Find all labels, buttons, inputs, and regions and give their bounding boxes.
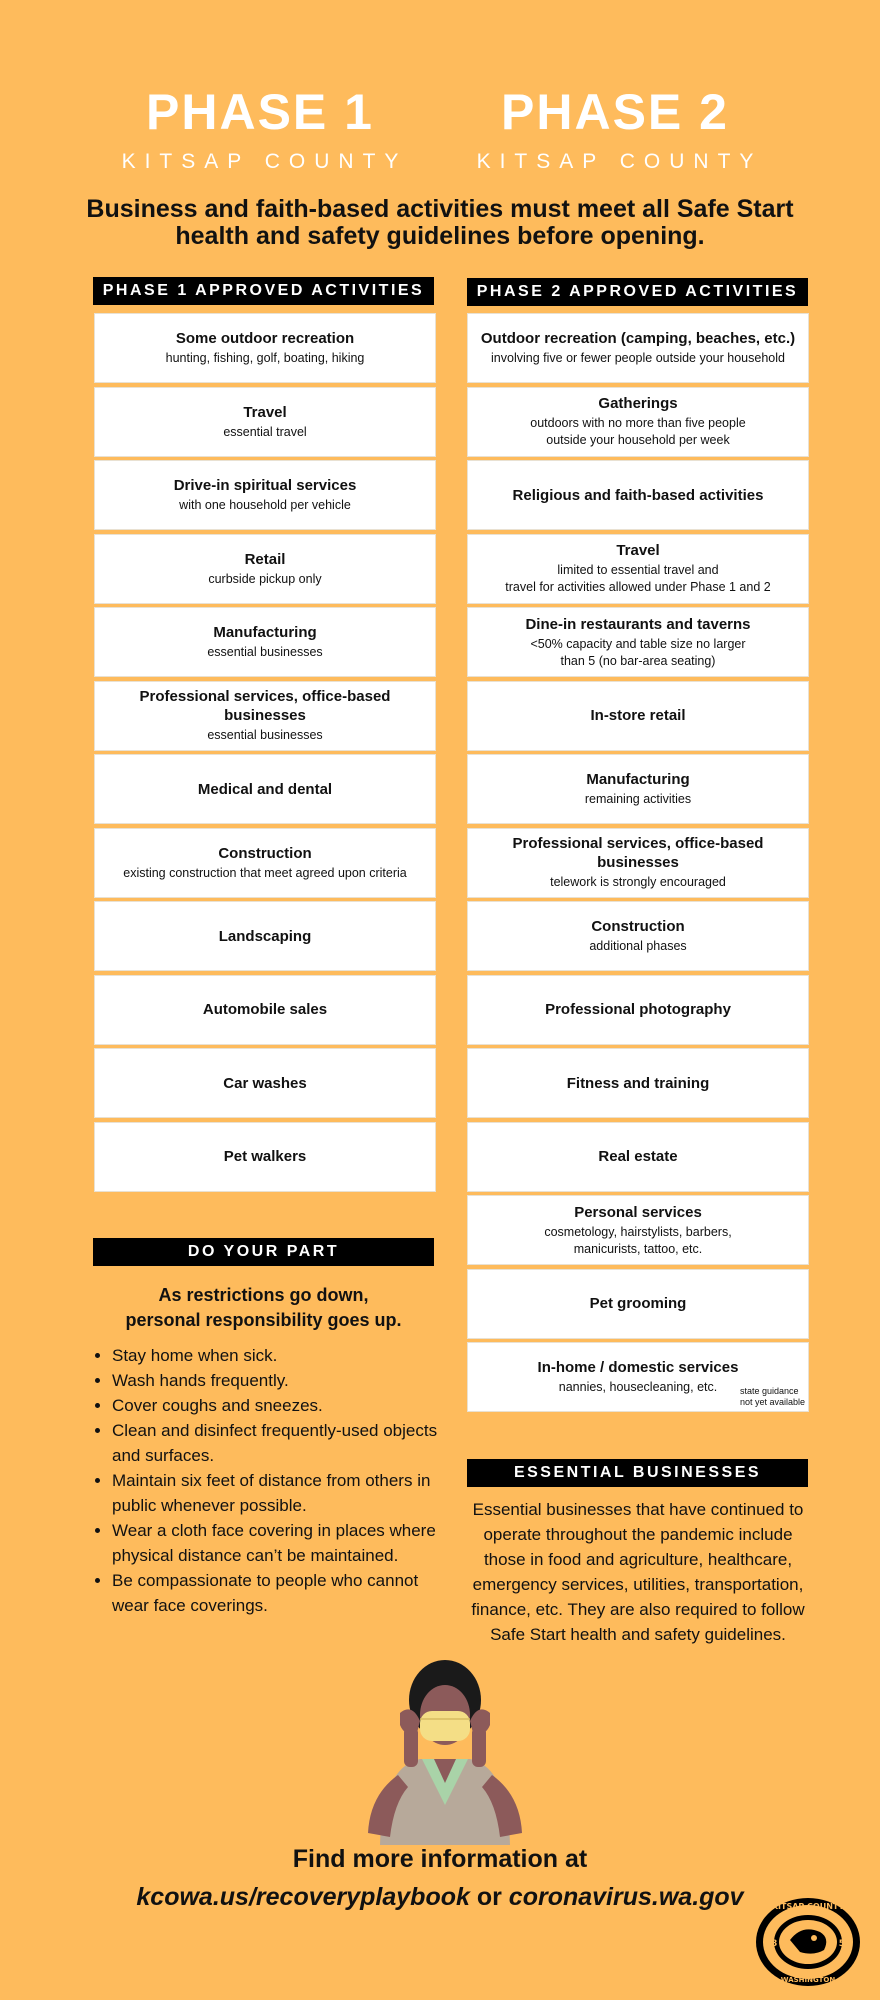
activity-card [467, 1122, 809, 1192]
activity-card [467, 1342, 809, 1412]
activity-title: Automobile sales [202, 1001, 328, 1018]
activity-title: Religious and faith-based activities [512, 486, 764, 504]
activity-card [94, 313, 436, 383]
activity-title: Personal services [574, 1203, 702, 1221]
activity-title: Travel [243, 403, 287, 421]
safe-start-guideline: Business and faith-based activities must meet all Safe Start health and safety guidelines before opening. [86, 195, 794, 250]
coronavirus-wa-link[interactable]: coronavirus.wa.gov [508, 1883, 744, 1911]
activity-card [94, 1122, 436, 1192]
list-item: • Wash hands frequently. [112, 1368, 457, 1393]
activity-title: Construction [218, 844, 312, 862]
activity-title: Outdoor recreation (camping, beaches, etc.) [480, 330, 796, 347]
activity-title: Construction [591, 918, 685, 935]
activity-title: Dine-in restaurants and taverns [525, 615, 751, 633]
do-your-part-intro: As restrictions go down, personal responsibility goes up. [125, 1285, 402, 1330]
activity-title: Manufacturing [586, 771, 690, 788]
kitsap-county-seal-logo [754, 1896, 862, 1988]
seal-left-text: 18 [764, 1939, 778, 1949]
activity-title: Pet walkers [223, 1148, 307, 1165]
activity-detail: outdoors with no more than five people outside your household per week [530, 416, 746, 447]
more-info-links [90, 1878, 790, 1916]
list-item: • Clean and disinfect frequently-used objects and surfaces. [112, 1418, 457, 1468]
phase2-title: PHASE 2 [501, 84, 729, 140]
activity-card [94, 607, 436, 677]
activity-card [94, 975, 436, 1045]
list-item: • Maintain six feet of distance from others in public whenever possible. [112, 1468, 457, 1518]
activity-title: Real estate [598, 1148, 678, 1165]
seal-right-text: 57 [838, 1939, 852, 1949]
activity-title: Car washes [223, 1074, 307, 1092]
phase1-heading [110, 80, 410, 174]
activity-title: Gatherings [598, 395, 678, 412]
phase1-activities-header: PHASE 1 APPROVED ACTIVITIES [93, 277, 434, 305]
activity-detail: additional phases [589, 939, 687, 953]
activity-card [94, 681, 436, 751]
phase2-county: KITSAP COUNTY [476, 150, 763, 173]
activity-title: In-home / domestic services [537, 1359, 739, 1376]
activity-card [94, 460, 436, 530]
or-text: or [469, 1883, 509, 1911]
list-item: • Be compassionate to people who cannot wear face coverings. [112, 1568, 457, 1618]
activity-detail: existing construction that meet agreed upon criteria [123, 865, 407, 880]
list-item: • Stay home when sick. [112, 1343, 457, 1368]
activity-card [467, 901, 809, 971]
essential-businesses-header: ESSENTIAL BUSINESSES [467, 1459, 808, 1487]
more-info [90, 1840, 790, 1916]
activity-card [467, 754, 809, 824]
activity-title: Retail [244, 550, 286, 568]
state-guidance-note: state guidance not yet available [739, 1386, 805, 1407]
essential-businesses-text: Essential businesses that have continued to operate throughout the pandemic include those in food and agriculture, healthcare, emergency services, utilities, transportation, finance, etc. They are also required to follow Safe Start health and safety guidelines. [471, 1500, 805, 1644]
activity-title: Professional services, office-based businesses [512, 835, 764, 871]
activity-title: Drive-in spiritual services [173, 477, 357, 494]
activity-detail: hunting, fishing, golf, boating, hiking [165, 351, 365, 365]
activity-detail: essential businesses [207, 728, 323, 742]
activity-card [467, 313, 809, 383]
activity-title: Medical and dental [197, 780, 333, 798]
activity-title: Professional services, office-based businesses [139, 688, 391, 724]
phase2-heading [465, 80, 765, 174]
activity-detail: telework is strongly encouraged [550, 875, 726, 889]
activity-detail: <50% capacity and table size no larger than 5 (no bar-area seating) [530, 636, 746, 668]
activity-title: Travel [616, 542, 660, 559]
activity-title: Fitness and training [566, 1074, 710, 1092]
activity-detail: with one household per vehicle [179, 498, 351, 512]
seal-top-text: KITSAP COUNTY [771, 1902, 845, 1911]
activity-card [467, 1048, 809, 1118]
activity-card [467, 1269, 809, 1339]
phase1-activity-list [94, 313, 436, 1195]
activity-detail: essential travel [223, 424, 307, 439]
activity-card [467, 681, 809, 751]
activity-card [467, 975, 809, 1045]
activity-title: Landscaping [218, 927, 312, 945]
activity-card [94, 1048, 436, 1118]
activity-title: Some outdoor recreation [175, 330, 355, 347]
recovery-playbook-link[interactable]: kcowa.us/recoveryplaybook [136, 1883, 470, 1911]
activity-card [94, 901, 436, 971]
activity-card [467, 387, 809, 457]
activity-card [94, 828, 436, 898]
activity-detail: nannies, housecleaning, etc. [558, 1380, 718, 1394]
list-item: • Wear a cloth face covering in places where physical distance can’t be maintained. [112, 1518, 457, 1568]
activity-title: In-store retail [590, 707, 686, 724]
activity-title: Professional photography [545, 1001, 731, 1018]
activity-card [467, 1195, 809, 1265]
seal-bottom-text: WASHINGTON [780, 1976, 836, 1984]
activity-card [94, 387, 436, 457]
phase2-activities-header: PHASE 2 APPROVED ACTIVITIES [467, 278, 808, 306]
activity-card [467, 534, 809, 604]
phase2-activity-list [467, 313, 809, 1416]
activity-card [467, 828, 809, 898]
activity-detail: essential businesses [207, 645, 323, 659]
phase1-county: KITSAP COUNTY [121, 150, 408, 173]
activity-title: Manufacturing [213, 624, 317, 641]
activity-detail: cosmetology, hairstylists, barbers, manicurists, tattoo, etc. [544, 1224, 732, 1256]
activity-title: Pet grooming [589, 1295, 687, 1312]
masked-person-illustration [360, 1655, 530, 1845]
activity-card [467, 607, 809, 677]
activity-detail: involving five or fewer people outside your household [491, 351, 785, 365]
safety-tips-list [96, 1343, 457, 1618]
more-info-line: Find more information at [292, 1845, 588, 1873]
activity-card [467, 460, 809, 530]
phase1-title: PHASE 1 [146, 84, 374, 140]
activity-detail: curbside pickup only [208, 571, 322, 586]
activity-detail: remaining activities [584, 792, 692, 806]
activity-card [94, 754, 436, 824]
do-your-part-header: DO YOUR PART [93, 1238, 434, 1266]
activity-detail: limited to essential travel and travel for activities allowed under Phase 1 and 2 [505, 563, 771, 594]
list-item: • Cover coughs and sneezes. [112, 1393, 457, 1418]
activity-card [94, 534, 436, 604]
